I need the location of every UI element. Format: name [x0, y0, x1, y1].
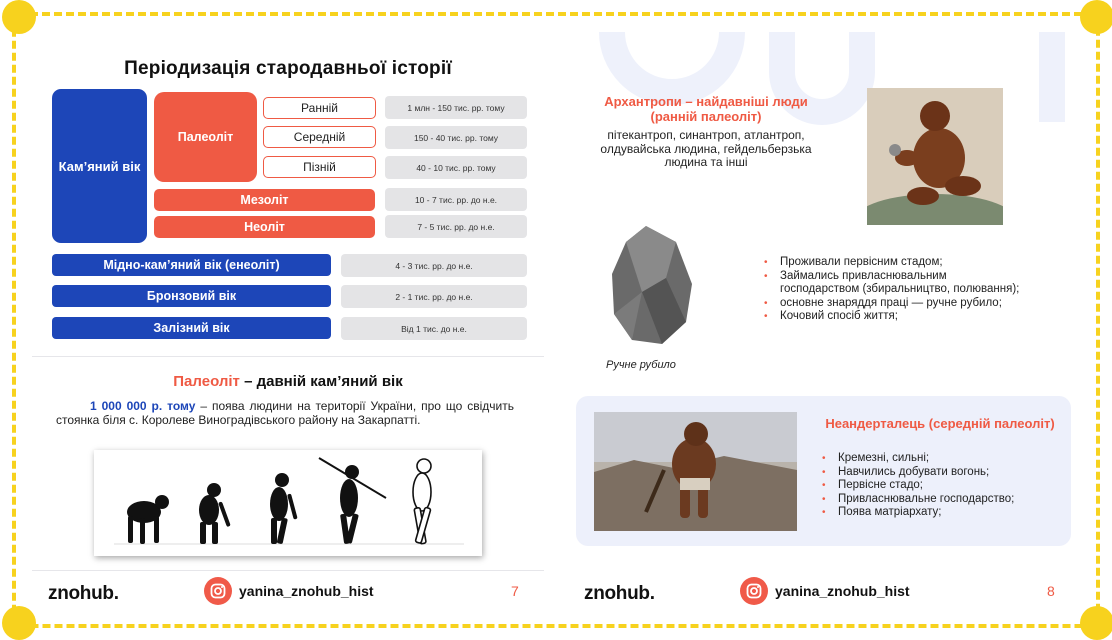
instagram-link[interactable]	[740, 577, 910, 605]
date-bronze: 2 - 1 тис. рр. до н.е.	[341, 285, 527, 308]
footer-divider	[32, 570, 544, 571]
evolution-image	[94, 450, 482, 556]
neolith-bar: Неоліт	[154, 216, 375, 238]
iron-age-bar: Залізний вік	[52, 317, 331, 339]
archanthrope-image	[867, 88, 1003, 225]
neanderthal-facts	[816, 452, 1066, 520]
instagram-icon	[740, 577, 768, 605]
list-item: • Первісне стадо;	[816, 479, 1066, 493]
instagram-handle: yanina_znohub_hist	[239, 583, 374, 599]
corner-dot	[1080, 606, 1112, 640]
tool-caption: Ручне рубило	[606, 359, 676, 371]
neanderthal-image	[594, 412, 797, 531]
section-title-rest: – давній кам’яний вік	[239, 373, 403, 390]
date-neolith: 7 - 5 тис. рр. до н.е.	[385, 215, 527, 238]
instagram-icon	[204, 577, 232, 605]
hand-axe-image	[606, 222, 698, 350]
date-early: 1 млн - 150 тис. рр. тому	[385, 96, 527, 119]
instagram-link[interactable]	[204, 577, 374, 605]
eneolith-bar: Мідно-кам’яний вік (енеоліт)	[52, 254, 331, 276]
page-title: Періодизація стародавньої історії	[124, 58, 452, 79]
date-mesolith: 10 - 7 тис. рр. до н.е.	[385, 188, 527, 211]
paleolith-block: Палеоліт	[154, 92, 257, 182]
list-item: • Навчились добувати вогонь;	[816, 466, 1066, 480]
list-item: • Привласнювальне господарство;	[816, 493, 1066, 507]
instagram-handle: yanina_znohub_hist	[775, 583, 910, 599]
watermark-decoration	[582, 32, 1080, 142]
list-item: • Поява матріархату;	[816, 506, 1066, 520]
date-iron: Від 1 тис. до н.е.	[341, 317, 527, 340]
page-left	[32, 32, 544, 612]
znohub-logo: znohub.	[584, 583, 655, 604]
stone-age-block: Кам’яний вік	[52, 89, 147, 243]
list-item: • Кремезні, сильні;	[816, 452, 1066, 466]
bronze-age-bar: Бронзовий вік	[52, 285, 331, 307]
section-title	[32, 373, 544, 390]
paragraph-rest: – поява людини на території України, про що свідчить стоянка біля с. Королеве Виноградівського району на Закарпатті.	[56, 399, 514, 427]
paragraph	[56, 400, 514, 427]
date-late: 40 - 10 тис. рр. тому	[385, 156, 527, 179]
page-number: 8	[1047, 583, 1055, 599]
date-eneolith: 4 - 3 тис. рр. до н.е.	[341, 254, 527, 277]
archanthropes-title: Архантропи – найдавніші люди (ранній палеоліт)	[604, 94, 808, 124]
corner-dot	[2, 0, 36, 34]
page-right	[568, 32, 1080, 612]
archanthropes-text: пітекантроп, синантроп, атлантроп, олдувайська людина, гейдельберзька людина та інші	[600, 128, 812, 169]
corner-dot	[1080, 0, 1112, 34]
page-number: 7	[511, 583, 519, 599]
date-middle: 150 - 40 тис. рр. тому	[385, 126, 527, 149]
divider	[32, 356, 544, 357]
corner-dot	[2, 606, 36, 640]
list-item: • Займались привласнювальним господарством (збиральництво, полювання);	[758, 270, 1023, 297]
neanderthal-title: Неандерталець (середній палеоліт)	[825, 416, 1055, 431]
neanderthal-card	[576, 396, 1071, 546]
section-title-accent: Палеоліт	[173, 373, 240, 390]
znohub-logo: znohub.	[48, 583, 119, 604]
list-item: • основне знаряддя праці — ручне рубило;	[758, 297, 1023, 311]
period-early: Ранній	[263, 97, 376, 119]
period-middle: Середній	[263, 126, 376, 148]
mesolith-bar: Мезоліт	[154, 189, 375, 211]
paragraph-accent: 1 000 000 р. тому	[90, 399, 196, 413]
evolution-silhouettes-icon	[94, 450, 482, 556]
list-item: • Проживали первісним стадом;	[758, 256, 1023, 270]
archanthropes-facts	[758, 256, 1023, 324]
list-item: • Кочовий спосіб життя;	[758, 310, 1023, 324]
period-late: Пізній	[263, 156, 376, 178]
